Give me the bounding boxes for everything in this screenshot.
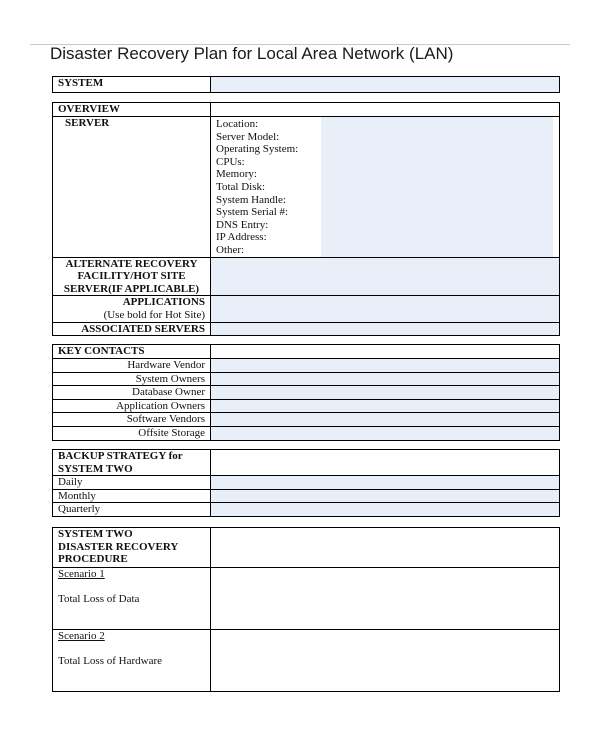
scenario-1-field[interactable]: [211, 568, 560, 630]
scenario-1-text: Total Loss of Data: [58, 592, 140, 605]
backup-row-label: Monthly: [53, 489, 211, 503]
applications-label-cell: [53, 296, 211, 322]
server-details-field[interactable]: [321, 117, 553, 257]
system-field[interactable]: [211, 77, 560, 93]
procedure-label-line: SYSTEM TWO: [58, 528, 133, 540]
procedure-label-line: DISASTER RECOVERY: [58, 540, 179, 553]
contact-field[interactable]: [211, 372, 560, 386]
backup-row-label: Daily: [53, 476, 211, 490]
server-details-cell: [211, 117, 560, 258]
backup-row-field[interactable]: [211, 476, 560, 490]
contact-field[interactable]: [211, 386, 560, 400]
server-label: SERVER: [53, 117, 211, 258]
alt-recovery-field[interactable]: [211, 257, 560, 296]
backup-field[interactable]: [211, 450, 560, 476]
contact-label: Hardware Vendor: [53, 359, 211, 373]
contact-label: Software Vendors: [53, 413, 211, 427]
server-field-label: Other:: [216, 243, 245, 256]
server-field-label: IP Address:: [216, 231, 267, 244]
alt-recovery-label: [53, 257, 211, 296]
scenario-1-title: Scenario 1: [58, 568, 105, 580]
server-field-label: Memory:: [216, 168, 257, 181]
overview-table: [52, 102, 560, 336]
procedure-label-line: PROCEDURE: [58, 553, 128, 566]
alt-recovery-line: FACILITY/HOT SITE: [77, 270, 186, 283]
backup-label-line: SYSTEM TWO: [58, 462, 133, 475]
backup-row-label: Quarterly: [53, 503, 211, 517]
key-contacts-label: KEY CONTACTS: [53, 345, 211, 359]
applications-field[interactable]: [211, 296, 560, 322]
contact-label: System Owners: [53, 372, 211, 386]
server-field-label: Operating System:: [216, 143, 299, 156]
key-contacts-table: [52, 344, 560, 441]
document-title: Disaster Recovery Plan for Local Area Network (LAN): [50, 44, 454, 63]
contact-label: Application Owners: [53, 399, 211, 413]
procedure-label-cell: [53, 528, 211, 568]
scenario-2-title: Scenario 2: [58, 630, 105, 642]
server-field-label: DNS Entry:: [216, 218, 269, 231]
backup-row-field[interactable]: [211, 503, 560, 517]
alt-recovery-line: SERVER(IF APPLICABLE): [63, 282, 200, 295]
server-field-label: Server Model:: [216, 130, 280, 143]
contact-label: Offsite Storage: [53, 426, 211, 440]
recovery-procedure-table: [52, 527, 560, 692]
contact-label: Database Owner: [53, 386, 211, 400]
system-table: [52, 76, 560, 93]
backup-strategy-table: [52, 449, 560, 517]
scenario-2-cell: [53, 630, 211, 692]
overview-field[interactable]: [211, 103, 560, 117]
backup-label-line: BACKUP STRATEGY for: [58, 450, 183, 462]
server-field-label: System Serial #:: [216, 206, 289, 219]
backup-row-field[interactable]: [211, 489, 560, 503]
server-field-label: System Handle:: [216, 193, 286, 206]
backup-label-cell: [53, 450, 211, 476]
contact-field[interactable]: [211, 426, 560, 440]
scenario-1-cell: [53, 568, 211, 630]
contact-field[interactable]: [211, 413, 560, 427]
contact-field[interactable]: [211, 399, 560, 413]
scenario-2-text: Total Loss of Hardware: [58, 654, 163, 667]
server-field-list: [216, 117, 319, 257]
contact-field[interactable]: [211, 359, 560, 373]
applications-note: (Use bold for Hot Site): [103, 308, 205, 321]
server-field-label: CPUs:: [216, 155, 245, 168]
applications-label: APPLICATIONS: [122, 296, 205, 309]
scenario-2-field[interactable]: [211, 630, 560, 692]
server-field-label: Location:: [216, 118, 259, 130]
procedure-field[interactable]: [211, 528, 560, 568]
key-contacts-field[interactable]: [211, 345, 560, 359]
associated-servers-field[interactable]: [211, 322, 560, 336]
associated-servers-label: ASSOCIATED SERVERS: [53, 322, 211, 336]
server-field-label: Total Disk:: [216, 180, 266, 193]
overview-label: OVERVIEW: [53, 103, 211, 117]
system-label: SYSTEM: [53, 77, 211, 93]
alt-recovery-line: ALTERNATE RECOVERY: [65, 257, 198, 270]
